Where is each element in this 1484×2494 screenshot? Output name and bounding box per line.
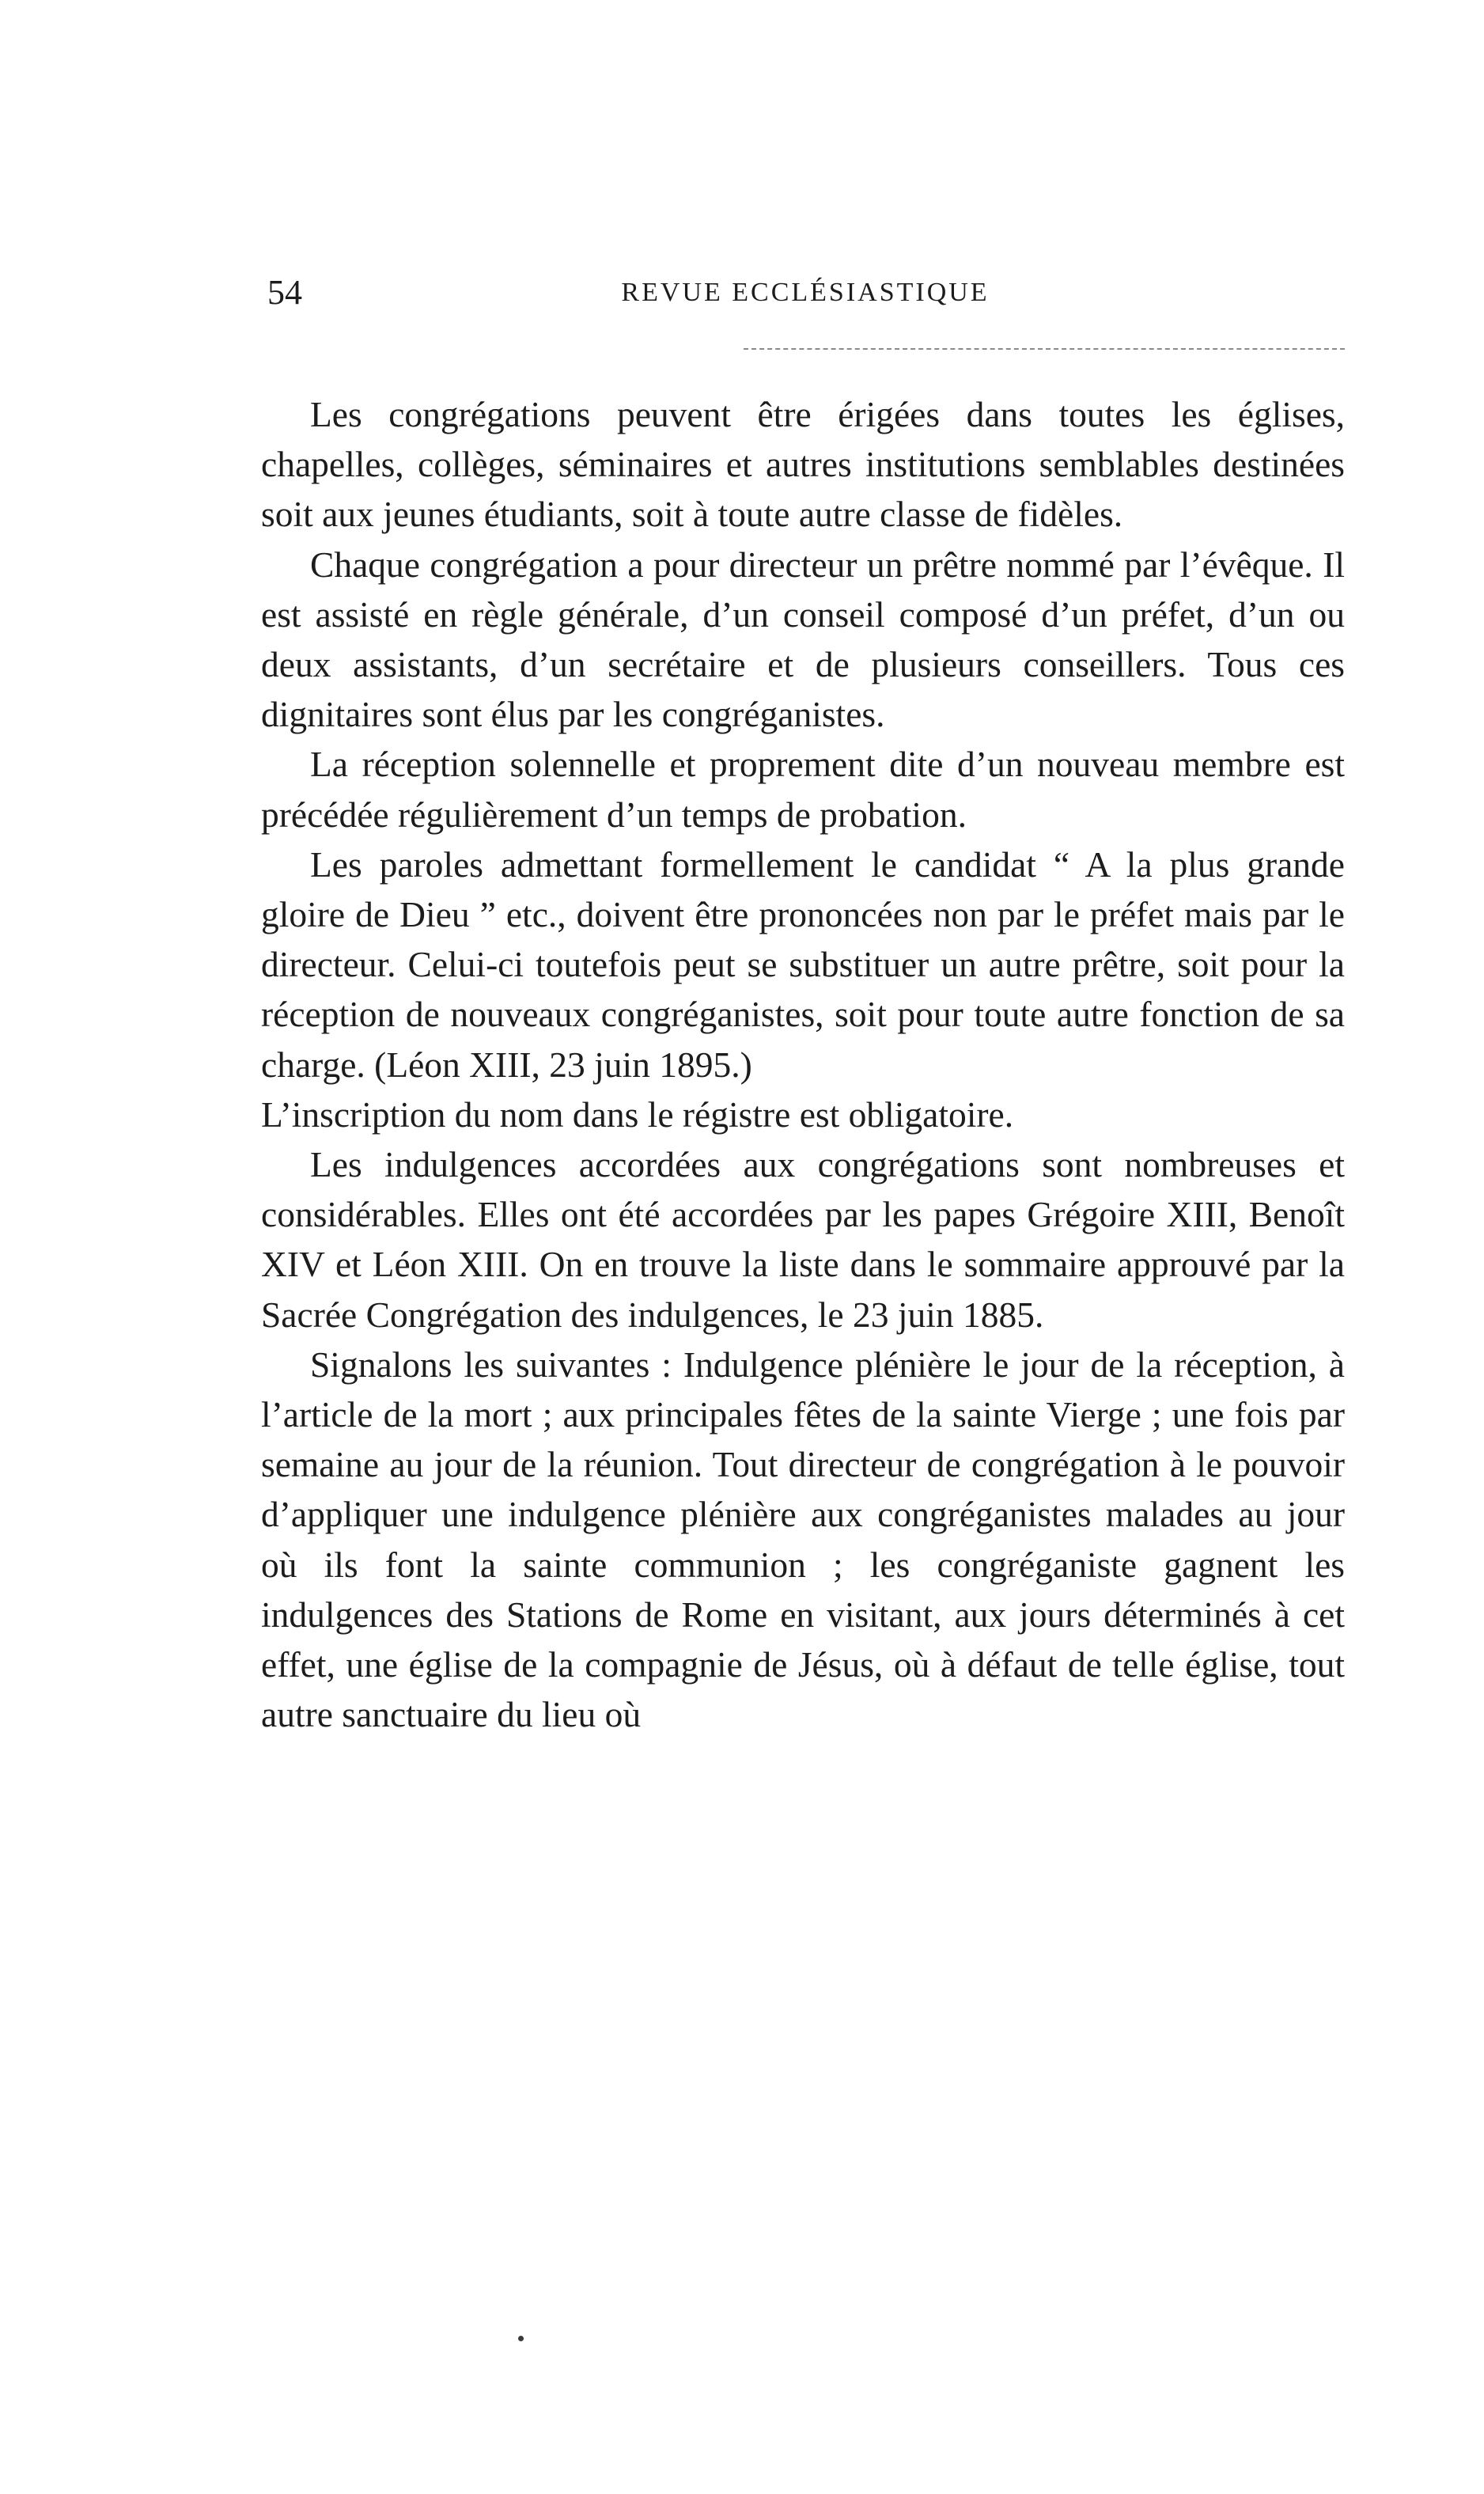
body-text (261, 389, 1345, 1739)
page-number: 54 (267, 273, 302, 312)
paragraph: Les congrégations peuvent être érigées dans toutes les églises, chapelles, collèges, séminaires et autres institutions semblables destinées soit aux jeunes étudiants, soit à toute autre classe de fidèles. (261, 394, 1345, 535)
running-title: REVUE ECCLÉSIASTIQUE (621, 278, 990, 307)
paragraph: Les paroles admettant formellement le candidat “ A la plus grande gloire de Dieu ” etc., doivent être prononcées non par le préfet mais par le directeur. Celui-ci toutefois peut se substituer un autre prêtre, soit pour la réception de nouveaux congréganistes, soit pour toute autre fonction de sa charge. (Léon XIII, 23 juin 1895.) (261, 843, 1345, 1085)
paragraph: L’inscription du nom dans le régistre est obligatoire. (261, 1093, 1014, 1135)
ink-speck (518, 2336, 524, 2341)
paragraph: Signalons les suivantes : Indulgence plénière le jour de la réception, à l’article de la mort ; aux principales fêtes de la sainte Vierge ; une fois par semaine au jour de la réunion. Tout directeur de congrégation à le pouvoir d’appliquer une indulgence plénière aux congréganistes malades au jour où ils font la sainte communion ; les congréganiste gagnent les indulgences des Stations de Rome en visitant, aux jours déterminés à cet effet, une église de la compagnie de Jésus, où à défaut de telle église, tout autre sanctuaire du lieu où (261, 1344, 1345, 1735)
page-header (267, 269, 1343, 316)
paragraph: Les indulgences accordées aux congrégations sont nombreuses et considérables. Elles ont été accordées par les papes Grégoire XIII, Benoît XIV et Léon XIII. On en trouve la liste dans le sommaire approuvé par la Sacrée Congrégation des indulgences, le 23 juin 1885. (261, 1144, 1345, 1335)
paragraph: La réception solennelle et proprement dite d’un nouveau membre est précédée régulièrement d’un temps de probation. (261, 744, 1345, 835)
header-rule (744, 348, 1345, 350)
paragraph: Chaque congrégation a pour directeur un prêtre nommé par l’évêque. Il est assisté en règle générale, d’un conseil composé d’un préfet, d’un ou deux assistants, d’un secrétaire et de plusieurs conseillers. Tous ces dignitaires sont élus par les congréganistes. (261, 544, 1345, 735)
